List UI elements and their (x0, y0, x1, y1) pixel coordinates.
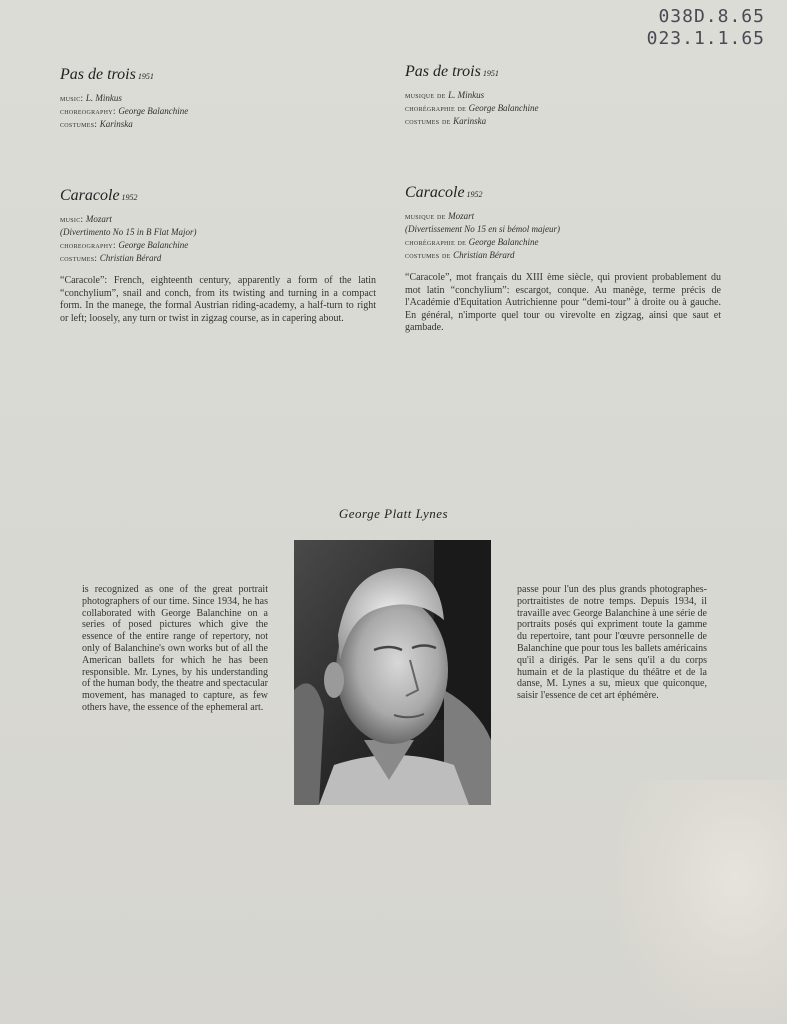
caracole-english (60, 187, 376, 325)
costumes-credit: costumes de Christian Bérard (405, 250, 515, 260)
costumes-credit: costumes: Karinska (60, 119, 133, 129)
photographer-bio-french: passe pour l'un des plus grands photographes-portraitistes de notre temps. Depuis 1934, il travaille avec George Balanchine à une série de portraits posés qui expriment toute la gamme du repertoire, tant pour l'œuvre personnelle de Balanchine que pour tous les ballets américains qu'il a dirigés. Par le sens qu'il a du corps humain et de la plastique du théâtre et de la danse, M. Lynes a su, mieux que quiconque, saisir l'essence de cet art éphémère. (517, 584, 707, 702)
pas-de-trois-french (405, 63, 715, 128)
photographer-bio-english: is recognized as one of the great portrait photographers of our time. Since 1934, he has collaborated with George Balanchine on a series of posed pictures which give the essence of the entire range of repertory, not only of Balanchine's own works but of all the American ballets for which he has been responsible. Mr. Lynes, by his understanding of the human body, the theatre and spectacular movement, has managed to capture, as few others have, the essence of the ephemeral art. (82, 584, 268, 713)
music-credit: music: L. Minkus (60, 93, 122, 103)
choreography-credit: choreography: George Balanchine (60, 106, 189, 116)
caracole-french (405, 184, 721, 335)
archive-stamp (647, 6, 765, 50)
ballet-title: Caracole 1952 (60, 187, 138, 204)
paper-stain (617, 780, 787, 1024)
ballet-title: Pas de trois 1951 (405, 63, 499, 80)
stamp-line-2: 023.1.1.65 (646, 28, 765, 49)
choreography-credit: choreography: George Balanchine (60, 240, 189, 250)
portrait-image (294, 540, 491, 805)
work-subtitle: (Divertimento No 15 in B Flat Major) (60, 227, 197, 237)
music-credit: music: Mozart (60, 214, 112, 224)
pas-de-trois-english (60, 66, 370, 131)
choreography-credit: chorégraphie de George Balanchine (405, 103, 539, 113)
costumes-credit: costumes: Christian Bérard (60, 253, 162, 263)
stamp-line-1: 038D.8.65 (658, 6, 765, 27)
photographer-name: George Platt Lynes (338, 506, 449, 521)
music-credit: musique de L. Minkus (405, 90, 485, 100)
music-credit: musique de Mozart (405, 211, 475, 221)
work-subtitle: (Divertissement No 15 en si bémol majeur) (405, 224, 560, 234)
portrait-photo (294, 540, 491, 805)
ballet-title: Caracole 1952 (405, 184, 483, 201)
costumes-credit: costumes de Karinska (405, 116, 487, 126)
caracole-description: “Caracole”: French, eighteenth century, apparently a form of the latin “conchylium”, snail and conch, from its twisting and turning in a compact form. In the manege, the formal Austrian riding-academy, a half-turn to right or left; loosely, any turn or twist in zigzag course, as in capering about. (60, 275, 376, 324)
ballet-title: Pas de trois 1951 (60, 66, 154, 83)
caracole-description: “Caracole”, mot français du XIII ème siècle, qui provient probablement du mot latin “conchylium”: escargot, conque. Au manège, terme précis de l'Académie d'Equitation Autrichienne pour “demi-tour” à droite ou à gauche. En général, n'importe quel tour ou virevolte en zigzag, ainsi que saut et gambade. (405, 272, 721, 333)
choreography-credit: chorégraphie de George Balanchine (405, 237, 539, 247)
